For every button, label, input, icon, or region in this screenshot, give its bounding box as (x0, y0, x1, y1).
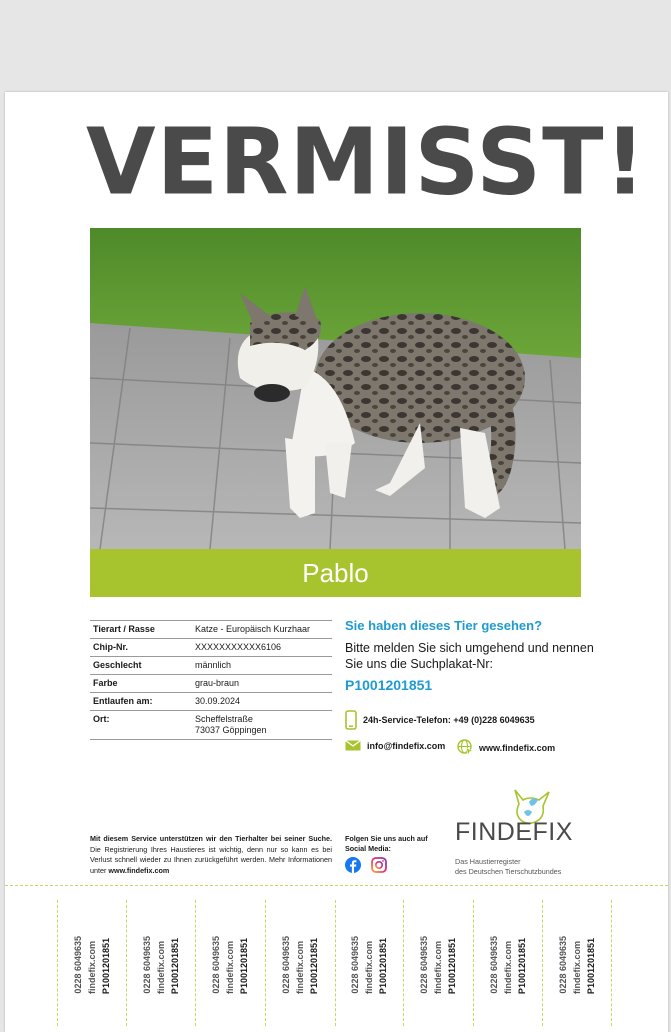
tear-off-strip[interactable] (211, 886, 225, 1026)
poster-number: P1001201851 (345, 677, 433, 693)
detail-label: Chip-Nr. (90, 639, 192, 657)
strip-separator (335, 900, 336, 1026)
strip-number: P1001201851 (447, 937, 457, 994)
tear-off-strip[interactable] (433, 886, 447, 1026)
tear-off-strip[interactable] (73, 886, 87, 1026)
strip-separator (265, 900, 266, 1026)
strip-site: findefix.com (572, 940, 582, 994)
strip-separator (57, 900, 58, 1026)
strip-phone: 0228 6049635 (281, 936, 291, 994)
strip-phone: 0228 6049635 (142, 936, 152, 994)
detail-label: Farbe (90, 675, 192, 693)
strip-separator (126, 900, 127, 1026)
detail-label: Tierart / Rasse (90, 621, 192, 639)
strip-separator (473, 900, 474, 1026)
tear-off-strip[interactable] (517, 886, 531, 1026)
strip-separator (195, 900, 196, 1026)
tear-off-strip[interactable] (239, 886, 253, 1026)
detail-label: Ort: (90, 711, 192, 740)
table-row (90, 639, 332, 657)
strip-number: P1001201851 (239, 937, 249, 994)
detail-value: männlich (192, 657, 332, 675)
tear-off-strip[interactable] (572, 886, 586, 1026)
tear-off-strip[interactable] (101, 886, 115, 1026)
footer-link[interactable]: www.findefix.com (108, 865, 170, 875)
strip-number: P1001201851 (378, 937, 388, 994)
tear-off-strips (5, 886, 668, 1026)
tear-off-strip[interactable] (142, 886, 156, 1026)
social-icons (345, 857, 387, 873)
tear-off-strip[interactable] (447, 886, 461, 1026)
email-link: info@findefix.com (367, 740, 446, 751)
strip-number: P1001201851 (517, 937, 527, 994)
table-row (90, 711, 332, 740)
strip-separator (611, 900, 612, 1026)
email-contact[interactable] (345, 740, 445, 751)
detail-value: 30.09.2024 (192, 693, 332, 711)
pet-name-bar: Pablo (90, 549, 581, 597)
detail-value: XXXXXXXXXXX6106 (192, 639, 332, 657)
footer-text (90, 834, 332, 876)
detail-label: Geschlecht (90, 657, 192, 675)
strip-phone: 0228 6049635 (419, 936, 429, 994)
tear-off-strip[interactable] (225, 886, 239, 1026)
tear-off-strip[interactable] (586, 886, 600, 1026)
website-contact[interactable] (457, 739, 555, 756)
footer-lead: Mit diesem Service unterstützen wir den Tierhalter bei seiner Suche. (90, 834, 332, 843)
strip-site: findefix.com (503, 940, 513, 994)
tear-off-strip[interactable] (281, 886, 295, 1026)
footer-body: Die Registrierung Ihres Haustieres ist wichtig, denn nur so kann es bei Verlust schnell wieder zu Ihnen zurückgeführt werden. Mehr Informationen unter (90, 844, 332, 875)
detail-value: Katze - Europäisch Kurzhaar (192, 621, 332, 639)
table-row (90, 621, 332, 639)
strip-phone: 0228 6049635 (211, 936, 221, 994)
brand-tagline (455, 857, 605, 877)
table-row (90, 657, 332, 675)
strip-site: findefix.com (364, 940, 374, 994)
strip-site: findefix.com (225, 940, 235, 994)
headline: VERMISST! (86, 108, 647, 217)
detail-value-line2: 73037 Göppingen (195, 725, 267, 735)
social-label: Folgen Sie uns auch auf Social Media: (345, 834, 428, 853)
strip-number: P1001201851 (586, 937, 596, 994)
strip-number: P1001201851 (170, 937, 180, 994)
tear-off-strip[interactable] (378, 886, 392, 1026)
detail-label: Entlaufen am: (90, 693, 192, 711)
seen-title: Sie haben dieses Tier gesehen? (345, 618, 543, 633)
tear-off-strip[interactable] (87, 886, 101, 1026)
detail-value: grau-braun (192, 675, 332, 693)
globe-cursor-icon (457, 739, 474, 756)
tear-off-strip[interactable] (364, 886, 378, 1026)
strip-site: findefix.com (295, 940, 305, 994)
strip-phone: 0228 6049635 (73, 936, 83, 994)
brand-tagline-line2: des Deutschen Tierschutzbundes (455, 867, 562, 876)
tear-off-strip[interactable] (558, 886, 572, 1026)
tear-off-strip[interactable] (309, 886, 323, 1026)
facebook-icon[interactable] (345, 857, 361, 873)
strip-phone: 0228 6049635 (489, 936, 499, 994)
table-row (90, 693, 332, 711)
strip-site: findefix.com (433, 940, 443, 994)
mail-icon (345, 740, 361, 751)
phone-contact[interactable] (345, 710, 535, 730)
strip-number: P1001201851 (309, 937, 319, 994)
tear-off-strip[interactable] (156, 886, 170, 1026)
pet-details-table (90, 620, 332, 740)
detail-value (192, 711, 332, 740)
phone-icon (345, 710, 357, 730)
cat-photo (90, 228, 581, 549)
website-link: www.findefix.com (479, 742, 556, 753)
strip-phone: 0228 6049635 (350, 936, 360, 994)
tear-off-strip[interactable] (503, 886, 517, 1026)
brand-tagline-line1: Das Haustierregister (455, 857, 521, 866)
tear-off-strip[interactable] (350, 886, 364, 1026)
seen-text: Bitte melden Sie sich umgehend und nennen Sie uns die Suchplakat-Nr: (345, 641, 594, 671)
instagram-icon[interactable] (371, 857, 387, 873)
phone-text: 24h-Service-Telefon: +49 (0)228 6049635 (363, 715, 535, 725)
strip-separator (542, 900, 543, 1026)
tear-off-strip[interactable] (419, 886, 433, 1026)
strip-site: findefix.com (87, 940, 97, 994)
strip-phone: 0228 6049635 (558, 936, 568, 994)
strip-number: P1001201851 (101, 937, 111, 994)
tear-off-strip[interactable] (295, 886, 309, 1026)
strip-site: findefix.com (156, 940, 166, 994)
brand-name: FINDEFIX (455, 818, 573, 846)
detail-value-line1: Scheffelstraße (195, 714, 253, 724)
table-row (90, 675, 332, 693)
tear-off-strip[interactable] (170, 886, 184, 1026)
tear-off-strip[interactable] (489, 886, 503, 1026)
strip-separator (403, 900, 404, 1026)
